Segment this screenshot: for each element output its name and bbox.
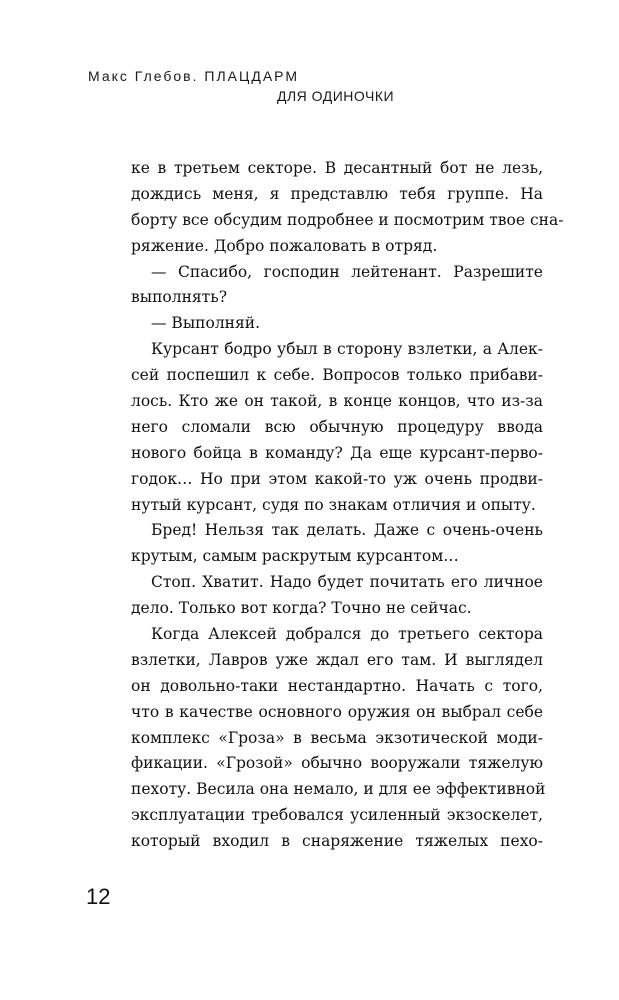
text-line: нутый курсант, судя по знакам отличия и опыту. [131, 495, 536, 514]
text-line: дождись меня, я представлю тебя группе. На [131, 184, 543, 203]
text-line: он довольно-таки нестандартно. Начать с того, [131, 676, 543, 695]
header-subtitle: ДЛЯ ОДИНОЧКИ [277, 88, 395, 104]
page-number: 12 [86, 884, 111, 909]
text-line: взлетки, Лавров уже ждал его там. И выглядел [131, 650, 543, 669]
text-line: борту все обсудим подробнее и посмотрим твое сна- [131, 210, 564, 229]
text-line: крутым, самым раскрутым курсантом… [131, 547, 459, 566]
text-line: — Спасибо, господин лейтенант. Разрешите [151, 262, 543, 281]
text-line: выполнять? [131, 288, 228, 307]
text-line: что в качестве основного оружия он выбрал себе [131, 702, 543, 721]
text-line: Стоп. Хватит. Надо будет почитать его личное [151, 573, 543, 592]
text-line: лось. Кто же он такой, в конце концов, что из-за [131, 392, 543, 411]
text-line: Когда Алексей добрался до третьего сектора [151, 625, 543, 644]
text-line: фикации. «Грозой» обычно вооружали тяжелую [131, 754, 543, 773]
text-line: сей поспешил к себе. Вопросов только прибави- [131, 366, 543, 385]
header-author-title: Макс Глебов. ПЛАЦДАРМ [88, 68, 299, 84]
body-text [131, 156, 564, 855]
text-line: комплекс «Гроза» в весьма экзотической моди- [131, 728, 543, 747]
text-line: пехоту. Весила она немало, и для ее эффективной [131, 780, 546, 799]
text-line: ке в третьем секторе. В десантный бот не лезь, [131, 159, 543, 177]
text-line: годок… Но при этом какой-то уж очень продви- [131, 469, 543, 488]
text-line: Курсант бодро убыл в сторону взлетки, а Алек- [151, 340, 543, 359]
text-line: него сломали всю обычную процедуру ввода [131, 417, 543, 436]
running-header [88, 66, 548, 106]
text-line: эксплуатации требовался усиленный экзоскелет, [131, 806, 543, 825]
text-line: дело. Только вот когда? Точно не сейчас. [131, 599, 472, 618]
text-line: который входил в снаряжение тяжелых пехо- [131, 832, 543, 851]
text-line: нового бойца в команду? Да еще курсант-перво- [131, 443, 543, 462]
text-line: Бред! Нельзя так делать. Даже с очень-очень [151, 521, 543, 540]
text-line: — Выполняй. [151, 314, 261, 333]
text-line: ряжение. Добро пожаловать в отряд. [131, 236, 438, 255]
